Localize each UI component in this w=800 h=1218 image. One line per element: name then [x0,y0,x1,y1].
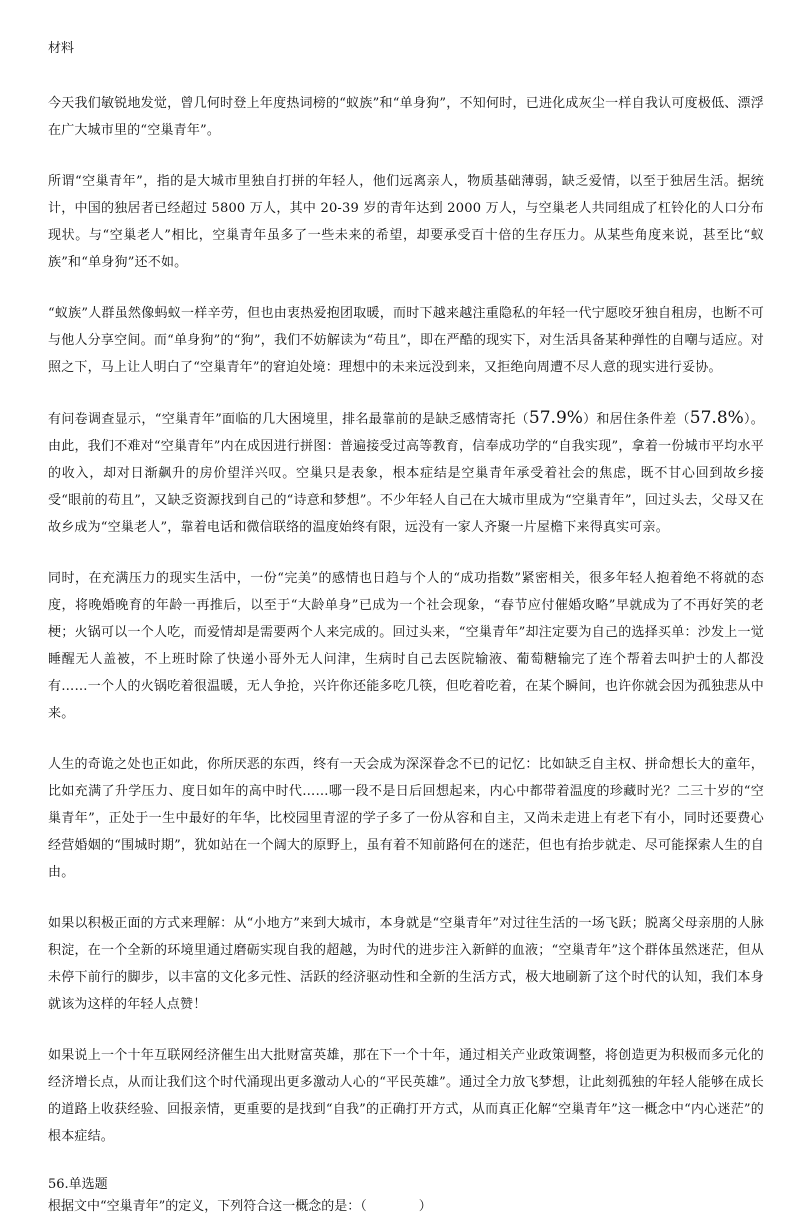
question-number-type: 56.单选题 [48,1177,108,1192]
paragraph-2: 所谓“空巢青年”，指的是大城市里独自打拼的年轻人，他们远离亲人，物质基础薄弱，缺乏爱情，以至于独居生活。据统计，中国的独居者已经超过 5800 万人，其中 20-39 岁的青年达到 2000 万人，与空巢老人共同组成了杠铃化的人口分布现状。与“空巢老人”相比，空巢青年虽多了一些未来的希望，却要承受百十倍的生存压力。从某些角度来说，甚至比“蚁族”和“单身狗”还不如。 [48,174,764,270]
question-prompt: 根据文中“空巢青年”的定义，下列符合这一概念的是：（ ） [48,1199,432,1214]
percent-emotional-support: 57.9% [528,408,583,428]
paragraph-4-part-b: ）和居住条件差（ [582,412,690,427]
paragraph-4-part-c: ）。由此，我们不难对“空巢青年”内在成因进行拼图：普遍接受过高等教育，信奉成功学的“自我实现”，拿着一份城市平均水平的收入，却对日渐飙升的房价望洋兴叹。空巢只是表象，根本症结是空巢青年承受着社会的焦虑，既不甘心回到故乡接受“眼前的苟且”，又缺乏资源找到自己的“诗意和梦想”。不少年轻人自己在大城市里成为“空巢青年”，回过头去，父母又在故乡成为“空巢老人”，靠着电话和微信联络的温度始终有限，远没有一家人齐聚一片屋檐下来得真实可亲。 [48,412,764,535]
paragraph-4 [48,405,764,541]
paragraph-4-part-a: 有问卷调查显示，“空巢青年”面临的几大困境里，排名最靠前的是缺乏感情寄托（ [48,412,529,427]
paragraph-1: 今天我们敏锐地发觉，曾几何时登上年度热词榜的“蚁族”和“单身狗”，不知何时，已进化成灰尘一样自我认可度极低、漂浮在广大城市里的“空巢青年”。 [48,96,764,138]
percent-living-conditions: 57.8% [689,408,744,428]
material-label: 材料 [48,41,75,56]
paragraph-5: 同时，在充满压力的现实生活中，一份“完美”的感情也日趋与个人的“成功指数”紧密相关，很多年轻人抱着绝不将就的态度，将晚婚晚育的年龄一再推后，以至于“大龄单身”已成为一个社会现象，“春节应付催婚攻略”早就成为了不再好笑的老梗；火锅可以一个人吃，而爱情却是需要两个人来完成的。回过头来，“空巢青年”却注定要为自己的选择买单：沙发上一觉睡醒无人盖被，不上班时除了快递小哥外无人问津，生病时自己去医院输液、葡萄糖输完了连个帮着去叫护士的人都没有……一个人的火锅吃着很温暖，无人争抢，兴许你还能多吃几筷，但吃着吃着，在某个瞬间，也许你就会因为孤独悲从中来。 [48,571,764,721]
document-page [48,38,764,1218]
paragraph-8: 如果说上一个十年互联网经济催生出大批财富英雄，那在下一个十年，通过相关产业政策调整，将创造更为积极而多元化的经济增长点，从而让我们这个时代涌现出更多激动人心的“平民英雄”。通过全力放飞梦想，让此刻孤独的年轻人能够在成长的道路上收获经验、回报亲情，更重要的是找到“自我”的正确打开方式，从而真正化解“空巢青年”这一概念中“内心迷茫”的根本症结。 [48,1048,764,1144]
paragraph-6: 人生的奇诡之处也正如此，你所厌恶的东西，终有一天会成为深深眷念不已的记忆：比如缺乏自主权、拼命想长大的童年，比如充满了升学压力、度日如年的高中时代……哪一段不是日后回想起来，内心中都带着温度的珍藏时光？二三十岁的“空巢青年”，正处于一生中最好的年华，比校园里青涩的学子多了一份从容和自主，又尚未走进上有老下有小，同时还要费心经营婚姻的“围城时期”，犹如站在一个阔大的原野上，虽有着不知前路何在的迷茫，但也有抬步就走、尽可能探索人生的自由。 [48,757,764,880]
paragraph-3: “蚁族”人群虽然像蚂蚁一样辛劳，但也由衷热爱抱团取暖，而时下越来越注重隐私的年轻一代宁愿咬牙独自租房，也断不可与他人分享空间。而“单身狗”的“狗”，我们不妨解读为“苟且”，即在严酷的现实下，对生活具备某种弹性的自嘲与适应。对照之下，马上让人明白了“空巢青年”的窘迫处境：理想中的未来远没到来，又拒绝向周遭不尽人意的现实进行妥协。 [48,306,764,375]
paragraph-7: 如果以积极正面的方式来理解：从“小地方”来到大城市，本身就是“空巢青年”对过往生活的一场飞跃；脱离父母亲朋的人脉积淀，在一个全新的环境里通过磨砺实现自我的超越，为时代的进步注入新鲜的血液；“空巢青年”这个群体虽然迷茫，但从未停下前行的脚步，以丰富的文化多元性、活跃的经济驱动性和全新的生活方式，极大地刷新了这个时代的认知，我们本身就该为这样的年轻人点赞！ [48,916,764,1012]
